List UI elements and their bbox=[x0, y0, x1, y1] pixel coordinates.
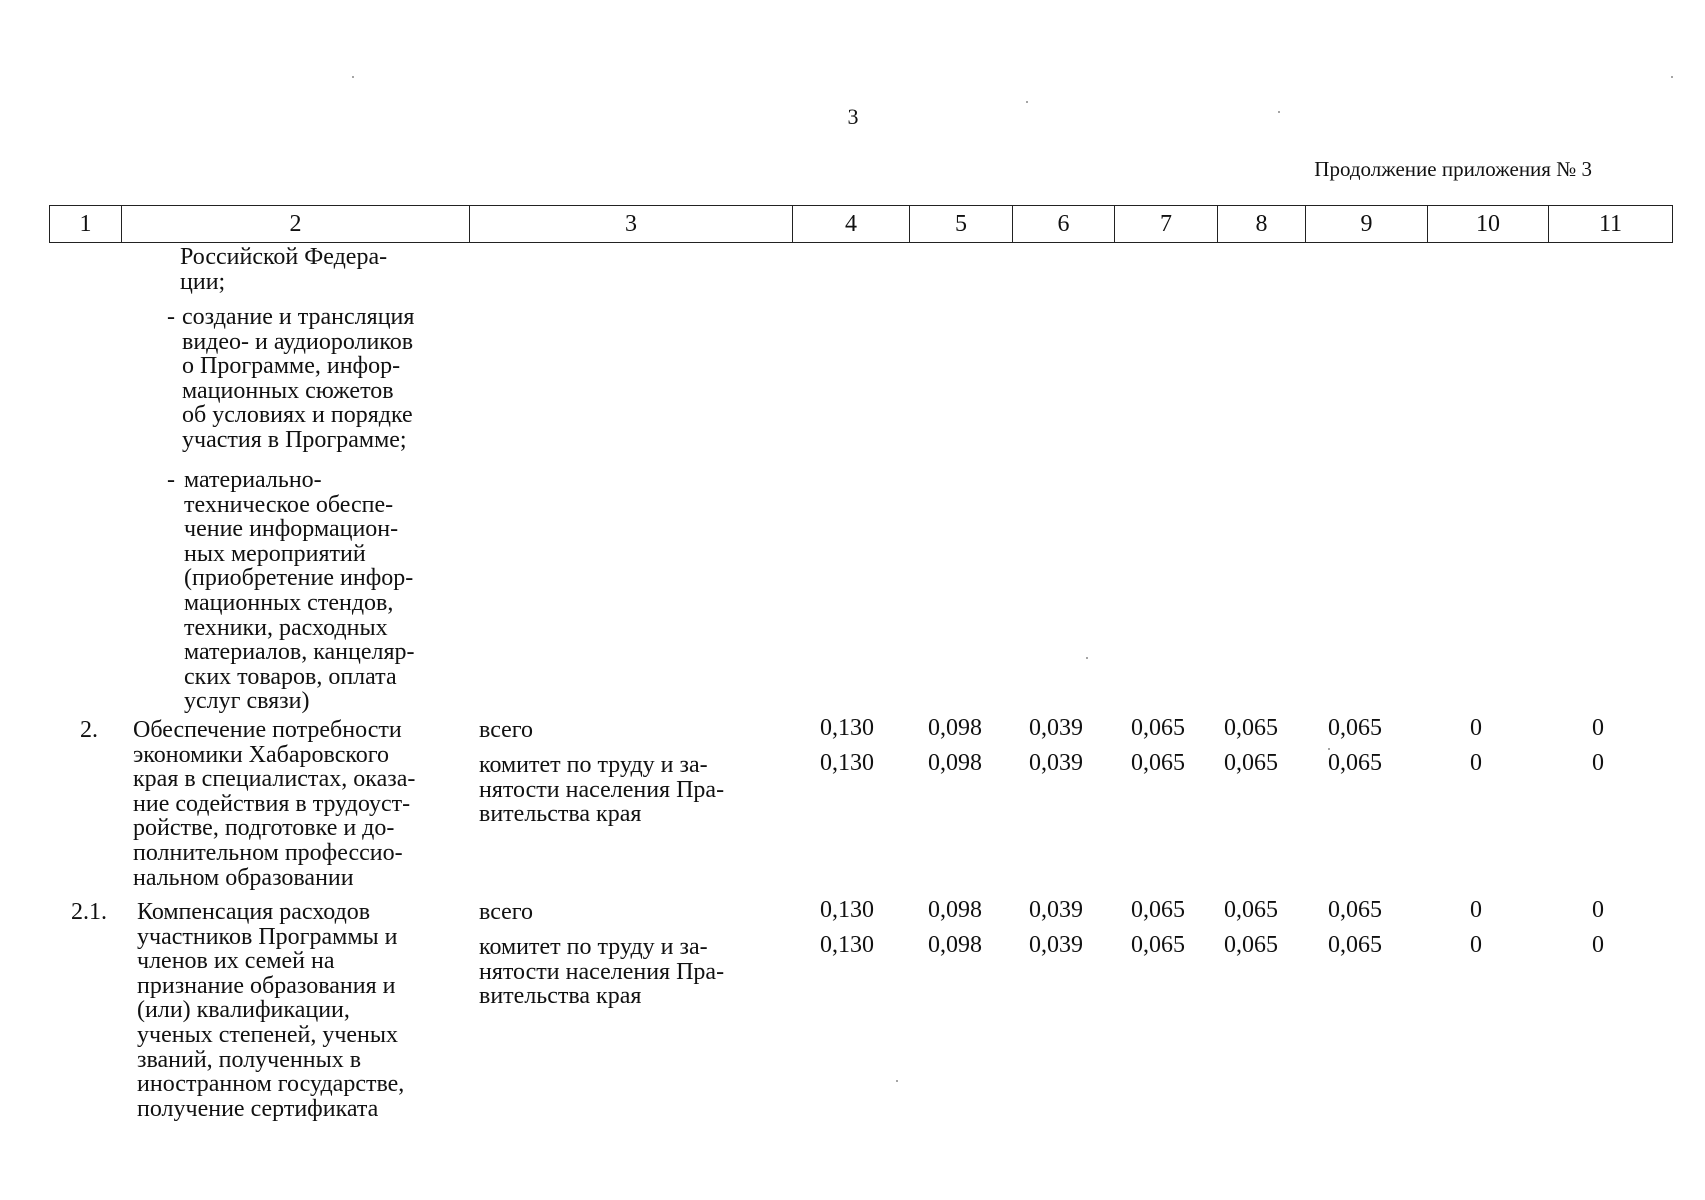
value-col7: 0,065 bbox=[1131, 715, 1185, 741]
text-line: Обеспечение потребности bbox=[133, 717, 402, 743]
text-line: о Программе, инфор- bbox=[182, 353, 401, 380]
value-col6: 0,039 bbox=[1029, 932, 1083, 958]
text-line: техническое обеспе- bbox=[184, 491, 394, 518]
text-line: ученых степеней, ученых bbox=[137, 1021, 399, 1048]
value-col6: 0,039 bbox=[1029, 715, 1083, 741]
continuation-item-video bbox=[182, 305, 414, 453]
scan-speck bbox=[896, 1080, 898, 1082]
text-line: экономики Хабаровского bbox=[133, 741, 390, 768]
list-marker: - bbox=[167, 304, 175, 330]
text-line: комитет по труду и за- bbox=[479, 752, 708, 778]
value-col6: 0,039 bbox=[1029, 750, 1083, 776]
value-col7: 0,065 bbox=[1131, 750, 1185, 776]
text-line: мационных сюжетов bbox=[182, 377, 394, 404]
value-col9: 0,065 bbox=[1328, 750, 1382, 776]
column-header-8: 8 bbox=[1218, 206, 1306, 243]
text-line: Компенсация расходов bbox=[137, 899, 371, 925]
value-col6: 0,039 bbox=[1029, 897, 1083, 923]
text-line: техники, расходных bbox=[184, 614, 388, 641]
text-line: создание и трансляция bbox=[182, 304, 415, 330]
funding-source-committee bbox=[479, 753, 724, 827]
text-line: ции; bbox=[180, 268, 226, 295]
value-col7: 0,065 bbox=[1131, 897, 1185, 923]
text-line: всего bbox=[479, 717, 534, 743]
continuation-intro bbox=[180, 245, 387, 294]
column-header-11: 11 bbox=[1549, 206, 1673, 243]
text-line: вительства края bbox=[479, 983, 642, 1010]
scan-speck bbox=[1278, 111, 1280, 113]
text-line: услуг связи) bbox=[184, 688, 310, 715]
text-line: чение информацион- bbox=[184, 516, 399, 543]
value-col9: 0,065 bbox=[1328, 897, 1382, 923]
value-col4: 0,130 bbox=[820, 750, 874, 776]
text-line: (приобретение инфор- bbox=[184, 565, 414, 592]
row-number: 2.1. bbox=[71, 899, 107, 925]
text-line: признание образования и bbox=[137, 972, 396, 999]
text-line: ских товаров, оплата bbox=[184, 663, 397, 690]
scan-speck bbox=[1026, 101, 1028, 103]
text-line: видео- и аудиороликов bbox=[182, 328, 414, 355]
funding-source-total bbox=[479, 900, 533, 925]
column-header-9: 9 bbox=[1306, 206, 1428, 243]
scan-speck bbox=[1328, 748, 1330, 750]
column-header-1: 1 bbox=[50, 206, 122, 243]
text-line: вительства края bbox=[479, 801, 642, 828]
text-line: участников Программы и bbox=[137, 923, 398, 950]
column-number-header bbox=[49, 205, 1673, 243]
text-line: иностранном государстве, bbox=[137, 1071, 405, 1098]
text-line: Российской Федера- bbox=[180, 244, 388, 270]
page-number: 3 bbox=[847, 104, 859, 129]
column-header-10: 10 bbox=[1428, 206, 1549, 243]
text-line: ных мероприятий bbox=[184, 540, 366, 567]
text-line: нальном образовании bbox=[133, 864, 354, 891]
text-line: материалов, канцеляр- bbox=[184, 639, 415, 666]
value-col11: 0 bbox=[1592, 750, 1604, 776]
text-line: края в специалистах, оказа- bbox=[133, 766, 416, 793]
value-col5: 0,098 bbox=[928, 897, 982, 923]
value-col5: 0,098 bbox=[928, 715, 982, 741]
column-header-6: 6 bbox=[1013, 206, 1115, 243]
value-col8: 0,065 bbox=[1224, 932, 1278, 958]
value-col8: 0,065 bbox=[1224, 897, 1278, 923]
value-col5: 0,098 bbox=[928, 932, 982, 958]
value-col4: 0,130 bbox=[820, 897, 874, 923]
text-line: нятости населения Пра- bbox=[479, 958, 725, 985]
scan-speck bbox=[352, 76, 354, 78]
column-header-5: 5 bbox=[910, 206, 1013, 243]
funding-source-committee bbox=[479, 935, 724, 1009]
text-line: ройстве, подготовке и до- bbox=[133, 815, 395, 842]
text-line: ние содействия в трудоуст- bbox=[133, 790, 411, 817]
text-line: нятости населения Пра- bbox=[479, 776, 725, 803]
scan-speck bbox=[1671, 76, 1673, 78]
value-col10: 0 bbox=[1470, 897, 1482, 923]
value-col11: 0 bbox=[1592, 715, 1604, 741]
text-line: всего bbox=[479, 899, 534, 925]
text-line: членов их семей на bbox=[137, 948, 335, 975]
list-marker: - bbox=[167, 467, 175, 493]
text-line: мационных стендов, bbox=[184, 589, 394, 616]
value-col5: 0,098 bbox=[928, 750, 982, 776]
text-line: материально- bbox=[184, 467, 322, 493]
value-col4: 0,130 bbox=[820, 932, 874, 958]
value-col7: 0,065 bbox=[1131, 932, 1185, 958]
text-line: званий, полученных в bbox=[137, 1046, 362, 1073]
value-col10: 0 bbox=[1470, 932, 1482, 958]
column-header-2: 2 bbox=[122, 206, 470, 243]
funding-source-total bbox=[479, 718, 533, 743]
value-col8: 0,065 bbox=[1224, 715, 1278, 741]
value-col11: 0 bbox=[1592, 932, 1604, 958]
row-number: 2. bbox=[80, 717, 98, 743]
value-col10: 0 bbox=[1470, 750, 1482, 776]
text-line: (или) квалификации, bbox=[137, 997, 350, 1024]
scan-speck bbox=[1086, 657, 1088, 659]
text-line: полнительном профессио- bbox=[133, 839, 403, 866]
row-title bbox=[133, 718, 415, 890]
value-col11: 0 bbox=[1592, 897, 1604, 923]
continuation-item-material bbox=[184, 468, 415, 714]
column-header-7: 7 bbox=[1115, 206, 1218, 243]
column-header-4: 4 bbox=[793, 206, 910, 243]
column-header-3: 3 bbox=[470, 206, 793, 243]
value-col8: 0,065 bbox=[1224, 750, 1278, 776]
value-col9: 0,065 bbox=[1328, 715, 1382, 741]
text-line: об условиях и порядке bbox=[182, 402, 413, 429]
value-col9: 0,065 bbox=[1328, 932, 1382, 958]
text-line: получение сертификата bbox=[137, 1095, 379, 1122]
appendix-continuation-note: Продолжение приложения № 3 bbox=[1314, 157, 1592, 181]
row-title bbox=[137, 900, 404, 1121]
text-line: комитет по труду и за- bbox=[479, 934, 708, 960]
value-col10: 0 bbox=[1470, 715, 1482, 741]
value-col4: 0,130 bbox=[820, 715, 874, 741]
text-line: участия в Программе; bbox=[182, 426, 407, 453]
